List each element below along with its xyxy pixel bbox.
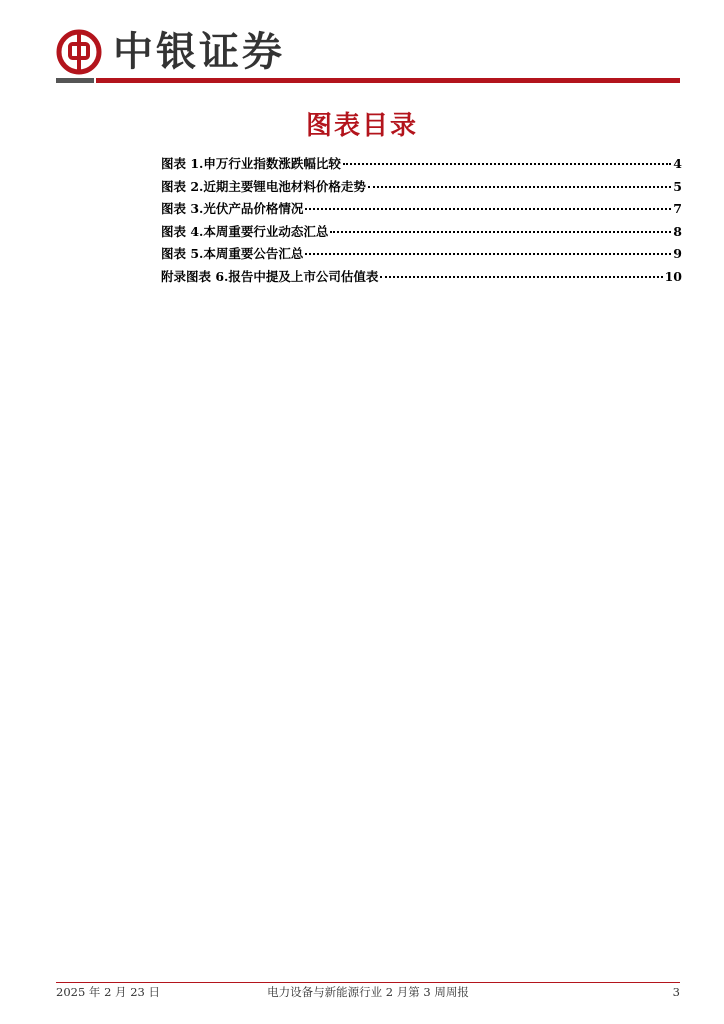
toc-leader-dots xyxy=(305,252,671,255)
figure-toc xyxy=(161,153,682,288)
toc-entry-page: 10 xyxy=(664,268,682,284)
footer-date: 2025 年 2 月 23 日 xyxy=(56,985,160,999)
footer-report-title: 电力设备与新能源行业 2 月第 3 周周报 xyxy=(267,985,469,999)
page-header xyxy=(0,0,724,90)
footer-page-number: 3 xyxy=(672,985,680,999)
toc-entry[interactable] xyxy=(161,176,682,199)
toc-title: 图表目录 xyxy=(305,111,418,141)
header-rule-dark xyxy=(56,78,94,83)
toc-entry-page: 4 xyxy=(673,156,682,171)
toc-entry-label: 图表 1.申万行业指数涨跌幅比较 xyxy=(161,156,341,171)
toc-leader-dots xyxy=(368,185,671,188)
toc-entry-page: 9 xyxy=(673,246,682,261)
brand-name: 中银证券 xyxy=(113,28,285,75)
toc-entry-label: 图表 2.近期主要锂电池材料价格走势 xyxy=(161,178,366,194)
toc-entry-page: 5 xyxy=(673,178,682,194)
toc-entry[interactable] xyxy=(161,198,682,221)
toc-entry-label: 图表 5.本周重要公告汇总 xyxy=(161,246,304,261)
toc-leader-dots xyxy=(330,230,671,233)
footer-rule xyxy=(56,982,680,983)
toc-entry-label: 图表 4.本周重要行业动态汇总 xyxy=(161,223,329,239)
toc-entry[interactable] xyxy=(161,243,682,266)
toc-leader-dots xyxy=(305,207,671,210)
toc-entry-label: 附录图表 6.报告中提及上市公司估值表 xyxy=(161,268,379,284)
header-rule-red xyxy=(96,78,680,83)
toc-leader-dots xyxy=(380,275,662,278)
toc-entry-page: 7 xyxy=(673,201,682,216)
toc-entry[interactable] xyxy=(161,153,682,176)
toc-leader-dots xyxy=(343,162,671,165)
toc-entry[interactable] xyxy=(161,266,682,289)
bank-of-china-logo-icon xyxy=(56,29,102,75)
toc-entry[interactable] xyxy=(161,221,682,244)
toc-entry-page: 8 xyxy=(673,223,682,239)
toc-entry-label: 图表 3.光伏产品价格情况 xyxy=(161,201,304,216)
